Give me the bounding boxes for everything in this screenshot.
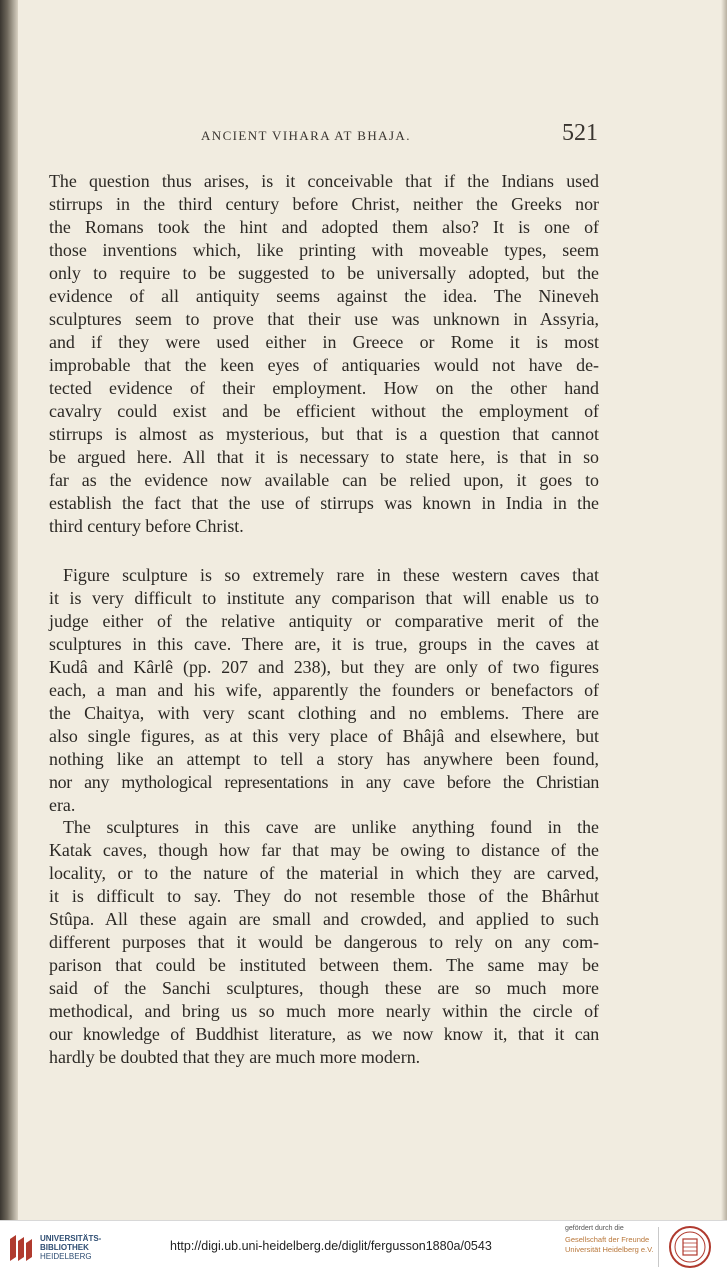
text-line: only to require to be suggested to be universally adopted, but the: [49, 263, 599, 283]
text-line: Katak caves, though how far that may be owing to distance of the: [49, 840, 599, 860]
sponsor-name-line: Universität Heidelberg e.V.: [565, 1245, 654, 1254]
text-line: improbable that the keen eyes of antiquaries would not have de-: [49, 355, 599, 375]
text-line: said of the Sanchi sculptures, though these are so much more: [49, 978, 599, 998]
viewer-footer: [0, 1220, 727, 1272]
text-line: The question thus arises, is it conceivable that if the Indians used: [49, 171, 599, 191]
text-line: era.: [49, 795, 76, 815]
library-name-line: HEIDELBERG: [40, 1252, 92, 1261]
text-line: Figure sculpture is so extremely rare in these western caves that: [63, 565, 599, 585]
sponsor-name: [565, 1235, 654, 1255]
text-line: and if they were used either in Greece or Rome it is most: [49, 332, 599, 352]
library-name-line: UNIVERSITÄTS-: [40, 1234, 102, 1243]
text-line: Stûpa. All these again are small and crowded, and applied to such: [49, 909, 599, 929]
text-line: hardly be doubted that they are much more modern.: [49, 1047, 421, 1067]
library-name: [40, 1234, 101, 1261]
text-line: stirrups is almost as mysterious, but that is a question that cannot: [49, 424, 599, 444]
text-line: the Chaitya, with very scant clothing and no emblems. There are: [49, 703, 599, 723]
text-line: be argued here. All that it is necessary to state here, is that in so: [49, 447, 599, 467]
running-title: ANCIENT VIHARA AT BHAJA.: [201, 128, 411, 143]
text-line: stirrups in the third century before Christ, neither the Greeks nor: [49, 194, 599, 214]
text-line: far as the evidence now available can be relied upon, it goes to: [49, 470, 599, 490]
text-line: our knowledge of Buddhist literature, as we now know it, that it can: [49, 1024, 599, 1044]
text-line: tected evidence of their employment. How on the other hand: [49, 378, 599, 398]
university-seal-icon: [664, 1225, 716, 1269]
paragraph-2: [49, 564, 599, 817]
page-binding-edge: [0, 0, 18, 1220]
permalink-url[interactable]: http://digi.ub.uni-heidelberg.de/diglit/fergusson1880a/0543: [170, 1239, 492, 1253]
text-line: it is difficult to say. They do not resemble those of the Bhârhut: [49, 886, 599, 906]
text-line: judge either of the relative antiquity or comparative merit of the: [49, 611, 599, 631]
text-line: The sculptures in this cave are unlike anything found in the: [63, 817, 599, 837]
text-line: third century before Christ.: [49, 516, 244, 536]
text-line: cavalry could exist and be efficient without the employment of: [49, 401, 599, 421]
page-right-edge: [721, 0, 727, 1220]
text-line: parison that could be instituted between them. The same may be: [49, 955, 599, 975]
sponsor-name-line: Gesellschaft der Freunde: [565, 1235, 650, 1244]
library-name-line: BIBLIOTHEK: [40, 1243, 89, 1252]
text-line: those inventions which, like printing with moveable types, seem: [49, 240, 599, 260]
text-line: also single figures, as at this very place of Bhâjâ and elsewhere, but: [49, 726, 599, 746]
library-logo-icon: [6, 1231, 34, 1265]
text-line: establish the fact that the use of stirrups was known in India in the: [49, 493, 599, 513]
text-line: methodical, and bring us so much more nearly within the circle of: [49, 1001, 599, 1021]
text-line: nothing like an attempt to tell a story has anywhere been found,: [49, 749, 599, 769]
text-line: the Romans took the hint and adopted them also? It is one of: [49, 217, 599, 237]
funded-by-label: gefördert durch die: [565, 1225, 624, 1232]
text-line: sculptures seem to prove that their use was unknown in Assyria,: [49, 309, 599, 329]
footer-divider: [658, 1227, 659, 1267]
paragraph-1: [49, 170, 599, 538]
page-number: 521: [562, 120, 598, 146]
paragraph-3: [49, 816, 599, 1069]
text-line: sculptures in this cave. There are, it is true, groups in the caves at: [49, 634, 599, 654]
text-line: different purposes that it would be dangerous to rely on any com-: [49, 932, 599, 952]
text-line: nor any mythological representations in any cave before the Christian: [49, 772, 599, 792]
text-line: it is very difficult to institute any comparison that will enable us to: [49, 588, 599, 608]
text-line: locality, or to the nature of the material in which they are carved,: [49, 863, 599, 883]
text-line: each, a man and his wife, apparently the founders or benefactors of: [49, 680, 599, 700]
text-line: evidence of all antiquity seems against the idea. The Nineveh: [49, 286, 599, 306]
text-line: Kudâ and Kârlê (pp. 207 and 238), but they are only of two figures: [49, 657, 599, 677]
